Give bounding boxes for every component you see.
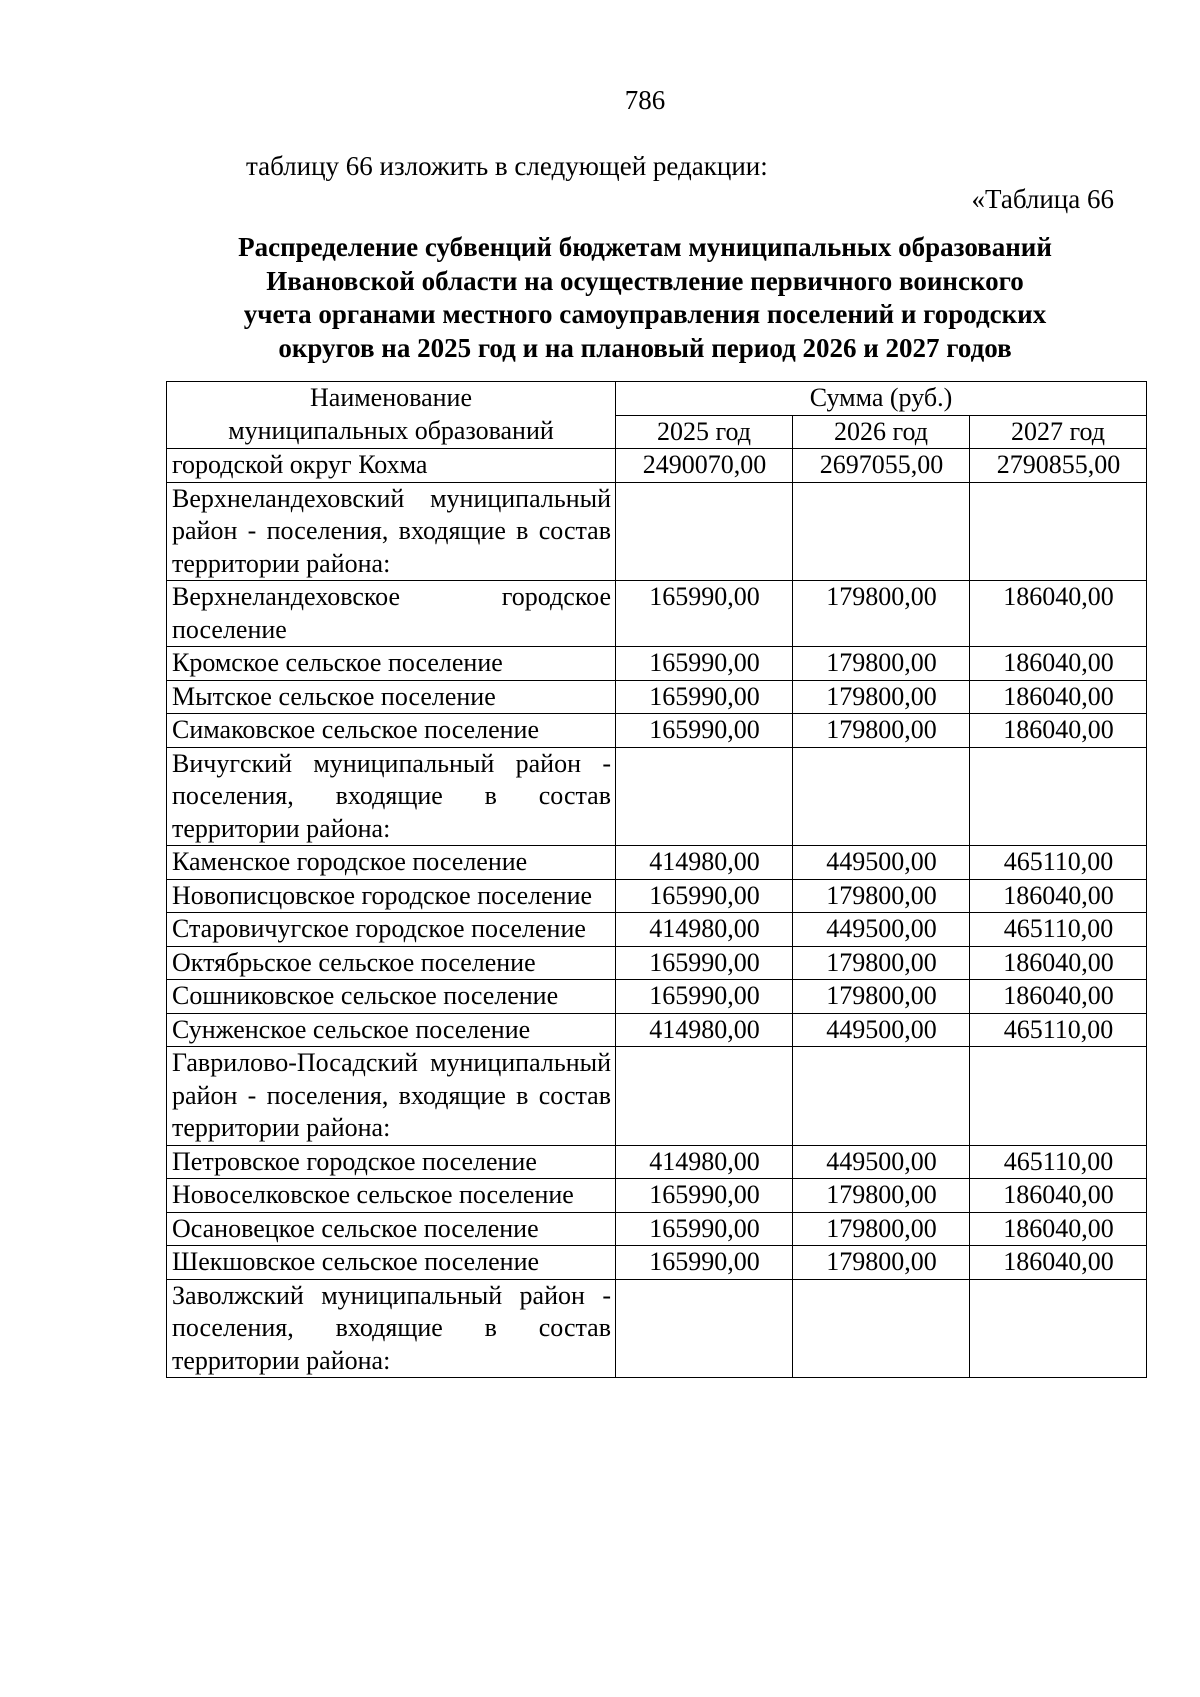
municipality-name-cell: Осановецкое сельское поселение xyxy=(167,1212,616,1246)
year-header-2027: 2027 год xyxy=(970,415,1147,449)
amount-2026-cell: 179800,00 xyxy=(793,1212,970,1246)
municipality-name-cell: Симаковское сельское поселение xyxy=(167,714,616,748)
empty-value-cell xyxy=(970,482,1147,581)
municipality-name-cell: Петровское городское поселение xyxy=(167,1145,616,1179)
amount-2026-cell: 179800,00 xyxy=(793,647,970,681)
amount-2027-cell: 186040,00 xyxy=(970,581,1147,647)
amount-2025-cell: 165990,00 xyxy=(616,714,793,748)
group-header-row xyxy=(167,482,1147,581)
amount-2027-cell: 465110,00 xyxy=(970,846,1147,880)
table-row xyxy=(167,1246,1147,1280)
sum-column-header: Сумма (руб.) xyxy=(616,382,1147,416)
amount-2027-cell: 465110,00 xyxy=(970,1145,1147,1179)
empty-value-cell xyxy=(616,1047,793,1146)
amount-2027-cell: 186040,00 xyxy=(970,714,1147,748)
group-header-row xyxy=(167,1047,1147,1146)
subvention-table xyxy=(166,381,1147,1378)
table-row xyxy=(167,879,1147,913)
amount-2026-cell: 179800,00 xyxy=(793,1179,970,1213)
empty-value-cell xyxy=(793,747,970,846)
amount-2025-cell: 165990,00 xyxy=(616,647,793,681)
municipality-name-cell: Шекшовское сельское поселение xyxy=(167,1246,616,1280)
amount-2025-cell: 165990,00 xyxy=(616,680,793,714)
amount-2027-cell: 186040,00 xyxy=(970,946,1147,980)
amount-2026-cell: 449500,00 xyxy=(793,1145,970,1179)
amount-2027-cell: 465110,00 xyxy=(970,913,1147,947)
municipality-name-cell: Старовичугское городское поселение xyxy=(167,913,616,947)
table-row xyxy=(167,980,1147,1014)
group-header-row xyxy=(167,747,1147,846)
municipality-name-cell: Новоселковское сельское поселение xyxy=(167,1179,616,1213)
amount-2027-cell: 186040,00 xyxy=(970,1179,1147,1213)
municipality-name-cell: Каменское городское поселение xyxy=(167,846,616,880)
name-header-line-2: муниципальных образований xyxy=(228,415,554,445)
amount-2025-cell: 165990,00 xyxy=(616,879,793,913)
municipality-name-cell: Сунженское сельское поселение xyxy=(167,1013,616,1047)
amount-2025-cell: 165990,00 xyxy=(616,1179,793,1213)
table-header-row xyxy=(167,382,1147,416)
title-line: Ивановской области на осуществление первичного воинского xyxy=(266,265,1024,296)
empty-value-cell xyxy=(970,747,1147,846)
amount-2026-cell: 449500,00 xyxy=(793,1013,970,1047)
title-line: округов на 2025 год и на плановый период 2026 и 2027 годов xyxy=(278,332,1012,363)
amount-2025-cell: 165990,00 xyxy=(616,980,793,1014)
table-row xyxy=(167,1212,1147,1246)
empty-value-cell xyxy=(970,1279,1147,1378)
amount-2025-cell: 2490070,00 xyxy=(616,449,793,483)
amount-2025-cell: 414980,00 xyxy=(616,913,793,947)
document-title xyxy=(166,231,1124,365)
table-reference: «Таблица 66 xyxy=(971,184,1114,214)
year-header-2026: 2026 год xyxy=(793,415,970,449)
amount-2025-cell: 414980,00 xyxy=(616,1145,793,1179)
municipality-name-cell: Сошниковское сельское поселение xyxy=(167,980,616,1014)
amount-2026-cell: 179800,00 xyxy=(793,980,970,1014)
municipality-name-cell: Октябрьское сельское поселение xyxy=(167,946,616,980)
group-name-cell: Гаврилово-Посадский муниципальный район - поселения, входящие в состав территории района: xyxy=(167,1047,616,1146)
municipality-name-cell: Новописцовское городское поселение xyxy=(167,879,616,913)
amount-2027-cell: 186040,00 xyxy=(970,980,1147,1014)
empty-value-cell xyxy=(793,482,970,581)
amount-2026-cell: 179800,00 xyxy=(793,680,970,714)
amount-2026-cell: 179800,00 xyxy=(793,1246,970,1280)
title-line: учета органами местного самоуправления поселений и городских xyxy=(243,299,1047,329)
table-row xyxy=(167,1013,1147,1047)
amount-2025-cell: 165990,00 xyxy=(616,1246,793,1280)
name-column-header xyxy=(167,382,616,449)
amount-2026-cell: 179800,00 xyxy=(793,879,970,913)
name-header-line-1: Наименование xyxy=(310,383,472,412)
group-name-cell: Вичугский муниципальный район - поселения, входящие в состав территории района: xyxy=(167,747,616,846)
amount-2027-cell: 186040,00 xyxy=(970,1212,1147,1246)
amount-2026-cell: 2697055,00 xyxy=(793,449,970,483)
group-name-cell: Заволжский муниципальный район - поселения, входящие в состав территории района: xyxy=(167,1279,616,1378)
amount-2027-cell: 186040,00 xyxy=(970,647,1147,681)
amount-2025-cell: 165990,00 xyxy=(616,581,793,647)
municipality-name-cell: городской округ Кохма xyxy=(167,449,616,483)
table-row xyxy=(167,1145,1147,1179)
empty-value-cell xyxy=(616,482,793,581)
amount-2026-cell: 449500,00 xyxy=(793,913,970,947)
table-row xyxy=(167,680,1147,714)
amount-2026-cell: 179800,00 xyxy=(793,946,970,980)
table-row xyxy=(167,581,1147,647)
group-header-row xyxy=(167,1279,1147,1378)
municipality-name-cell: Мытское сельское поселение xyxy=(167,680,616,714)
amount-2025-cell: 165990,00 xyxy=(616,946,793,980)
amount-2025-cell: 165990,00 xyxy=(616,1212,793,1246)
amount-2027-cell: 465110,00 xyxy=(970,1013,1147,1047)
table-row xyxy=(167,647,1147,681)
amount-2026-cell: 179800,00 xyxy=(793,714,970,748)
empty-value-cell xyxy=(970,1047,1147,1146)
group-name-cell: Верхнеландеховский муниципальный район - поселения, входящие в состав территории района: xyxy=(167,482,616,581)
title-line: Распределение субвенций бюджетам муниципальных образований xyxy=(238,232,1052,262)
empty-value-cell xyxy=(793,1047,970,1146)
amount-2025-cell: 414980,00 xyxy=(616,1013,793,1047)
amount-2025-cell: 414980,00 xyxy=(616,846,793,880)
empty-value-cell xyxy=(616,747,793,846)
page-number: 786 xyxy=(624,85,666,115)
year-header-2025: 2025 год xyxy=(616,415,793,449)
table-row xyxy=(167,1179,1147,1213)
municipality-name-cell: Верхнеландеховское городское поселение xyxy=(167,581,616,647)
empty-value-cell xyxy=(793,1279,970,1378)
table-row xyxy=(167,946,1147,980)
amount-2026-cell: 449500,00 xyxy=(793,846,970,880)
municipality-name-cell: Кромское сельское поселение xyxy=(167,647,616,681)
amount-2027-cell: 186040,00 xyxy=(970,1246,1147,1280)
amount-2027-cell: 186040,00 xyxy=(970,879,1147,913)
amount-2026-cell: 179800,00 xyxy=(793,581,970,647)
empty-value-cell xyxy=(616,1279,793,1378)
table-body xyxy=(167,449,1147,1378)
amount-2027-cell: 2790855,00 xyxy=(970,449,1147,483)
table-row xyxy=(167,714,1147,748)
table-row xyxy=(167,449,1147,483)
amount-2027-cell: 186040,00 xyxy=(970,680,1147,714)
intro-text: таблицу 66 изложить в следующей редакции: xyxy=(246,151,768,181)
table-row xyxy=(167,846,1147,880)
table-row xyxy=(167,913,1147,947)
